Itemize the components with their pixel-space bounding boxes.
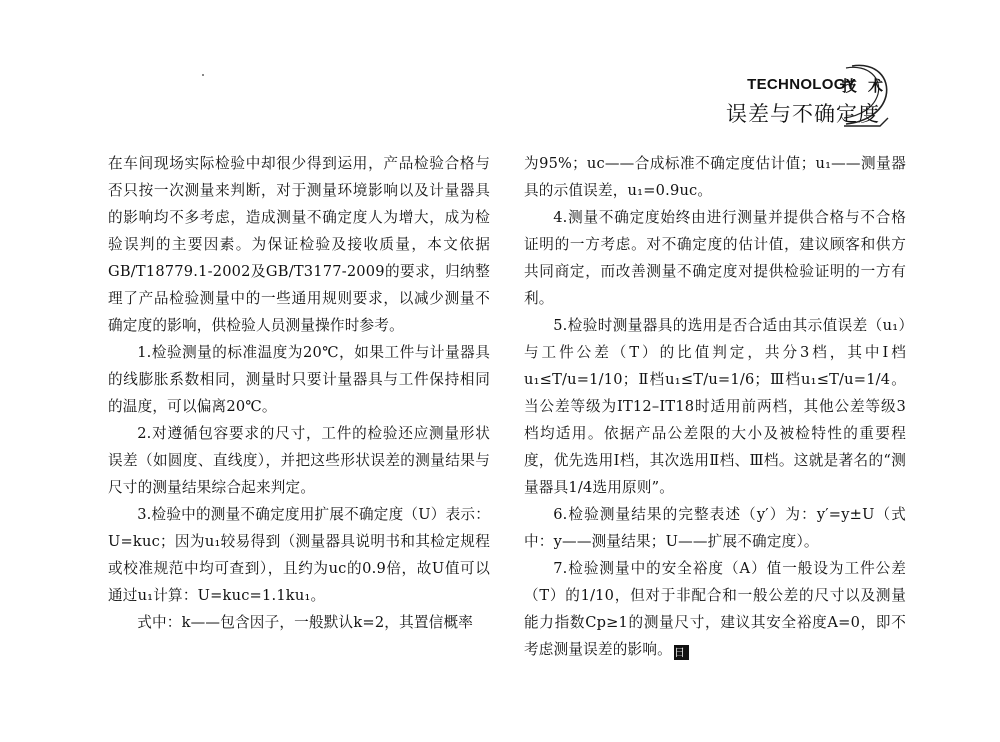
paragraph: 3.检验中的测量不确定度用扩展不确定度（U）表示：U=kuc；因为u₁较易得到（测量器具说明书和其检定规程或校准规范中均可查到），且约为uc的0.9倍，故U值可以通过u₁计算：U=kuc=1.1ku₁。	[108, 506, 490, 604]
paragraph: 在车间现场实际检验中却很少得到运用，产品检验合格与否只按一次测量来判断，对于测量环境影响以及计量器具的影响均不多考虑，造成测量不确定度人为增大，成为检验误判的主要因素。为保证检验及接收质量，本文依据GB/T18779.1-2002及GB/T3177-2009的要求，归纳整理了产品检验测量中的一些通用规则要求，以减少测量不确定度的影响，供检验人员测量操作时参考。	[108, 155, 490, 334]
left-column	[108, 150, 490, 636]
paragraph: 6.检验测量结果的完整表述（y′）为：y′=y±U（式中：y——测量结果；U——扩展不确定度）。	[524, 506, 906, 550]
paragraph: 式中：k——包含因子，一般默认k=2，其置信概率	[137, 614, 474, 631]
article-end-icon: 日	[674, 645, 689, 660]
section-label-cn: 技 术	[841, 77, 886, 95]
paragraph: 5.检验时测量器具的选用是否合适由其示值误差（u₁）与工件公差（T）的比值判定，共分3档，其中I档u₁≤T/u=1/10；Ⅱ档u₁≤T/u=1/6；Ⅲ档u₁≤T/u=1/4。当公差等级为IT12–IT18时适用前两档，其他公差等级3档均适用。依据产品公差限的大小及被检特性的重要程度，优先选用I档，其次选用Ⅱ档、Ⅲ档。这就是著名的“测量器具1/4选用原则”。	[524, 317, 906, 496]
column-title: 误差与不确定度	[726, 102, 880, 126]
paragraph: 2.对遵循包容要求的尺寸，工件的检验还应测量形状误差（如圆度、直线度），并把这些形状误差的测量结果与尺寸的测量结果综合起来判定。	[108, 425, 490, 496]
paragraph-last	[524, 555, 906, 663]
paragraph: 4.测量不确定度始终由进行测量并提供合格与不合格证明的一方考虑。对不确定度的估计值，建议顾客和供方共同商定，而改善测量不确定度对提供检验证明的一方有利。	[524, 209, 906, 307]
section-label-en: TECHNOLOGY	[747, 76, 856, 93]
right-column	[524, 150, 906, 663]
scan-speck	[202, 74, 204, 76]
paragraph: 为95%；uc——合成标准不确定度估计值；u₁——测量器具的示值误差，u₁=0.9uc。	[524, 155, 906, 199]
paragraph: 1.检验测量的标准温度为20℃，如果工件与计量器具的线膨胀系数相同，测量时只要计量器具与工件保持相同的温度，可以偏离20℃。	[108, 344, 490, 415]
paragraph-text: 7.检验测量中的安全裕度（A）值一般设为工件公差（T）的1/10，但对于非配合和一般公差的尺寸以及测量能力指数Cp≥1的测量尺寸，建议其安全裕度A=0，即不考虑测量误差的影响。	[524, 560, 906, 658]
